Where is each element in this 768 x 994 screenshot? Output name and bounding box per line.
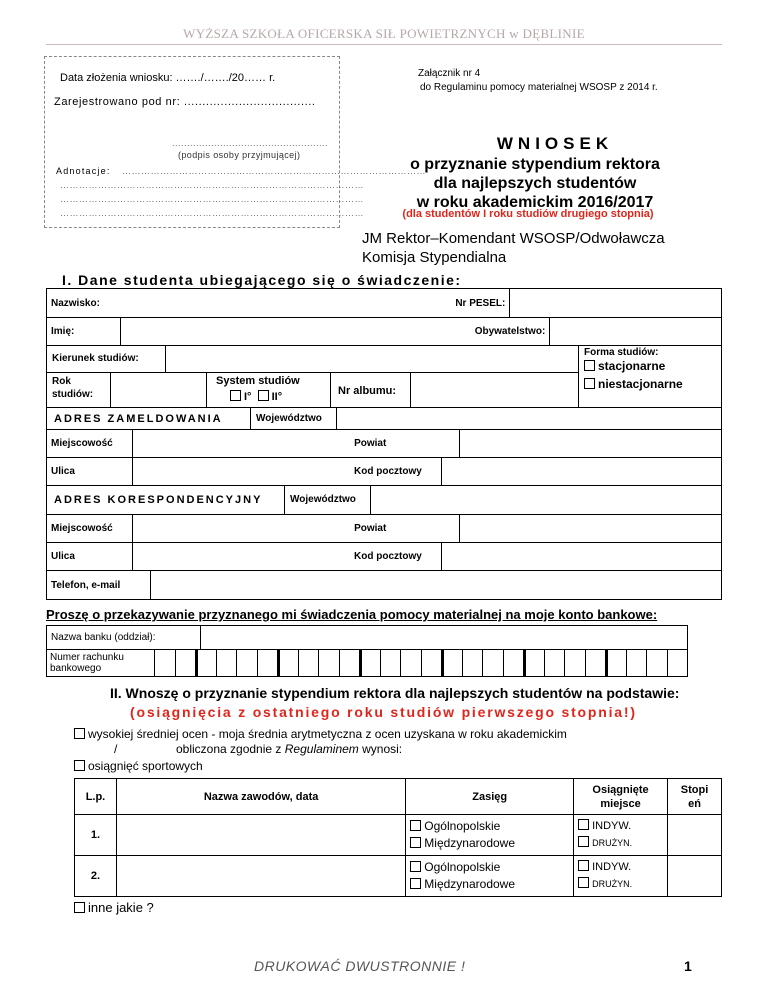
voivodeship-input-2[interactable] [371,485,721,515]
parttime-label: niestacjonarne [598,377,683,391]
row-1-team-checkbox[interactable] [578,836,589,847]
registration-number-field[interactable]: Zarejestrowano pod nr: .................................... [54,96,316,108]
notes-line-3[interactable]: …………………………………………………………………………………… [60,194,364,204]
form-divider [578,345,579,408]
account-digit-cell[interactable] [318,649,339,677]
sports-label: osiągnięć sportowych [88,759,203,773]
option-other[interactable] [74,900,154,915]
account-digit-cell[interactable] [605,649,626,677]
account-digit-cell[interactable] [277,649,298,677]
surname-label: Nazwisko: [47,289,121,318]
section-1-title: I. Dane studenta ubiegającego się o świadczenie: [62,272,462,288]
row-street-2 [46,542,722,571]
row-street-1 [46,457,722,486]
row-2-team-checkbox[interactable] [578,877,589,888]
album-label: Nr albumu: [338,385,397,397]
form-title: WNIOSEK [496,134,614,153]
divider-woj-2 [284,485,285,515]
row-1-lp: 1. [75,815,117,856]
row-1-individual-checkbox[interactable] [578,819,589,830]
row-name [46,317,722,346]
contact-label: Telefon, e-mail [47,571,151,600]
name-input[interactable] [120,318,419,346]
county-input[interactable] [460,430,722,458]
form-eligibility-note: (dla studentów I roku studiów drugiego stopnia) [402,208,654,220]
header-lp: L.p. [75,779,117,815]
average-cont-regulation: Regulaminem [284,742,359,756]
account-digit-cell[interactable] [441,649,462,677]
divider-woj-1 [250,407,251,430]
bank-name-label: Nazwa banku (oddział): [47,626,201,650]
row-1-range-national[interactable] [410,818,569,835]
account-digit-cell[interactable] [400,649,421,677]
option-average[interactable] [74,727,567,741]
row-2-competition-input[interactable] [116,856,405,897]
notes-line-2[interactable]: …………………………………………………………………………………… [60,180,364,190]
correspondence-address-label: ADRES KORESPONDENCYJNY [54,494,263,506]
account-digit-cell[interactable] [544,649,565,677]
account-digit-cell[interactable] [523,649,544,677]
average-cont-post: wynosi: [358,742,403,756]
addressee-line-2: Komisja Stypendialna [362,249,507,266]
row-2-range-international[interactable] [410,876,569,893]
account-digit-cell[interactable] [585,649,606,677]
header-place-2: miejsce [600,797,641,810]
account-label [50,652,124,674]
account-digit-cell[interactable] [257,649,278,677]
account-digit-cell[interactable] [236,649,257,677]
study-form-label: Forma studiów: [584,347,659,358]
account-digit-cell[interactable] [646,649,667,677]
locality-input-2[interactable] [132,515,350,543]
attachment-number: Załącznik nr 4 [418,68,481,79]
street-label-2: Ulica [47,543,133,571]
notes-label: Adnotacje: [56,166,111,176]
account-digit-cell[interactable] [626,649,647,677]
registered-address-label: ADRES ZAMELDOWANIA [54,413,223,425]
account-digit-cell[interactable] [421,649,442,677]
system-2-label: II° [271,391,283,403]
postal-input[interactable] [442,458,722,486]
notes-line-1[interactable]: …………………………………………………………………………………… [122,166,426,176]
sports-table [74,778,722,897]
section-2-subtitle: (osiągnięcia z ostatniego roku studiów pierwszego stopnia!) [130,704,637,720]
row-1-national-checkbox[interactable] [410,820,421,831]
header-degree-2: eń [688,797,701,810]
row-1-individual[interactable] [578,818,663,835]
row-2-national-checkbox[interactable] [410,861,421,872]
account-digit-cell[interactable] [216,649,237,677]
account-digit-cell[interactable] [503,649,524,677]
divider-album [330,373,331,408]
row-2-individual-label: INDYW. [592,861,632,873]
parttime-checkbox[interactable] [584,378,595,389]
system-2-checkbox[interactable] [258,390,269,401]
row-1-individual-label: INDYW. [592,820,632,832]
sports-checkbox[interactable] [74,760,85,771]
header-place-1: Osiągnięte [592,783,649,796]
street-label: Ulica [47,458,133,486]
citizenship-label: Obywatelstwo: [420,318,550,346]
row-2-individual-checkbox[interactable] [578,860,589,871]
citizenship-input[interactable] [550,318,722,346]
signature-caption: (podpis osoby przyjmującej) [178,150,301,160]
voivodeship-label: Województwo [256,413,322,424]
average-cont-pre: obliczona zgodnie z [176,742,285,756]
addressee-line-1: JM Rektor–Komendant WSOSP/Odwoławcza [362,230,665,247]
account-digit-cell[interactable] [564,649,585,677]
bank-name-input[interactable] [201,626,688,650]
field-of-study-input[interactable] [166,345,578,373]
name-label: Imię: [47,318,121,346]
row-contact [46,570,722,600]
row-1-international-label: Międzynarodowe [424,836,516,850]
row-locality-2 [46,514,722,543]
row-2-range [406,856,574,897]
row-2-place [574,856,668,897]
account-digit-cell[interactable] [195,649,216,677]
signature-line[interactable]: .................................................... [172,138,329,148]
row-2-international-label: Międzynarodowe [424,877,516,891]
row-1-degree-input[interactable] [668,815,722,856]
bank-request: Proszę o przekazywanie przyznanego mi świadczenia pomocy materialnej na moje konto bankowe: [46,607,658,622]
county-label: Powiat [350,430,460,458]
account-digit-cell[interactable] [380,649,401,677]
header-competition: Nazwa zawodów, data [116,779,405,815]
table-row [75,815,722,856]
system-1-label: I° [244,391,252,403]
school-header: WYŻSZA SZKOŁA OFICERSKA SIŁ POWIETRZNYCH w DĘBLINIE [183,26,585,41]
form-subtitle-1: o przyznanie stypendium rektora [410,156,660,173]
row-bank-name [46,625,688,650]
row-1-range [406,815,574,856]
account-digit-cell[interactable] [154,649,175,677]
row-2-range-national[interactable] [410,859,569,876]
form-subtitle-3: w roku akademickim 2016/2017 [416,194,654,211]
submission-date-field[interactable]: Data złożenia wniosku: ……./……./20…… r. [60,72,276,84]
average-continuation [176,742,402,756]
average-label: wysokiej średniej ocen - moja średnia arytmetyczna z ocen uzyskana w roku akademickim [88,727,567,741]
print-note: DRUKOWAĆ DWUSTRONNIE ! [254,958,466,974]
fulltime-checkbox[interactable] [584,360,595,371]
row-1-national-label: Ogólnopolskie [424,819,501,833]
section-2-title: II. Wnoszę o przyznanie stypendium rektora dla najlepszych studentów na podstawie: [110,685,680,701]
row-1-team[interactable] [578,835,663,852]
study-form-fulltime[interactable] [584,359,665,373]
account-digit-cell[interactable] [482,649,503,677]
field-of-study-label: Kierunek studiów: [52,353,139,364]
pesel-input[interactable] [510,289,722,318]
postal-label-2: Kod pocztowy [350,543,442,571]
attachment-regulation: do Regulaminu pomocy materialnej WSOSP z 2014 r. [420,82,658,93]
locality-label: Miejscowość [47,430,133,458]
county-label-2: Powiat [350,515,460,543]
header-degree-1: Stopi [680,783,709,796]
form-subtitle-2: dla najlepszych studentów [433,175,637,192]
account-digit-cell[interactable] [359,649,380,677]
option-sports[interactable] [74,759,203,773]
voivodeship-label-2: Województwo [290,494,356,505]
contact-input[interactable] [150,571,721,600]
row-1-range-international[interactable] [410,835,569,852]
album-input[interactable] [411,373,578,408]
notes-line-4[interactable]: …………………………………………………………………………………… [60,208,364,218]
account-digit-cell[interactable] [462,649,483,677]
system-label: System studiów [216,375,300,387]
header-divider [46,44,722,45]
postal-label: Kod pocztowy [350,458,442,486]
row-1-international-checkbox[interactable] [410,837,421,848]
year-label: Rok studiów: [52,376,94,400]
header-place [574,779,668,815]
row-locality-1 [46,429,722,458]
row-2-degree-input[interactable] [668,856,722,897]
row-1-competition-input[interactable] [116,815,405,856]
row-2-international-checkbox[interactable] [410,878,421,889]
street-input[interactable] [132,458,350,486]
fulltime-label: stacjonarne [598,359,666,373]
divider-system [206,373,207,408]
account-label-1: Numer rachunku [50,652,124,663]
postal-input-2[interactable] [442,543,722,571]
study-form-parttime[interactable] [584,377,683,391]
account-label-2: bankowego [50,663,102,674]
header-degree [668,779,722,815]
row-2-team[interactable] [578,876,663,893]
row-2-national-label: Ogólnopolskie [424,860,501,874]
table-row [75,856,722,897]
account-digit-cell[interactable] [339,649,360,677]
average-checkbox[interactable] [74,728,85,739]
account-digit-cell[interactable] [667,649,688,677]
system-options [230,390,282,403]
row-2-team-label: DRUŻYN. [592,879,633,889]
system-1-checkbox[interactable] [230,390,241,401]
locality-input[interactable] [132,430,350,458]
other-label: inne jakie ? [88,900,154,915]
other-checkbox[interactable] [74,902,85,913]
locality-label-2: Miejscowość [47,515,133,543]
row-1-place [574,815,668,856]
county-input-2[interactable] [460,515,722,543]
account-digit-cell[interactable] [175,649,196,677]
header-range: Zasięg [406,779,574,815]
year-input[interactable] [110,373,206,408]
row-2-individual[interactable] [578,859,663,876]
row-2-lp: 2. [75,856,117,897]
row-surname [46,288,722,318]
pesel-label: Nr PESEL: [120,289,509,318]
page-number: 1 [684,958,692,974]
row-1-team-label: DRUŻYN. [592,838,633,848]
average-slash[interactable]: / [114,742,118,756]
account-digit-cell[interactable] [298,649,319,677]
street-input-2[interactable] [132,543,350,571]
voivodeship-input[interactable] [337,407,721,430]
